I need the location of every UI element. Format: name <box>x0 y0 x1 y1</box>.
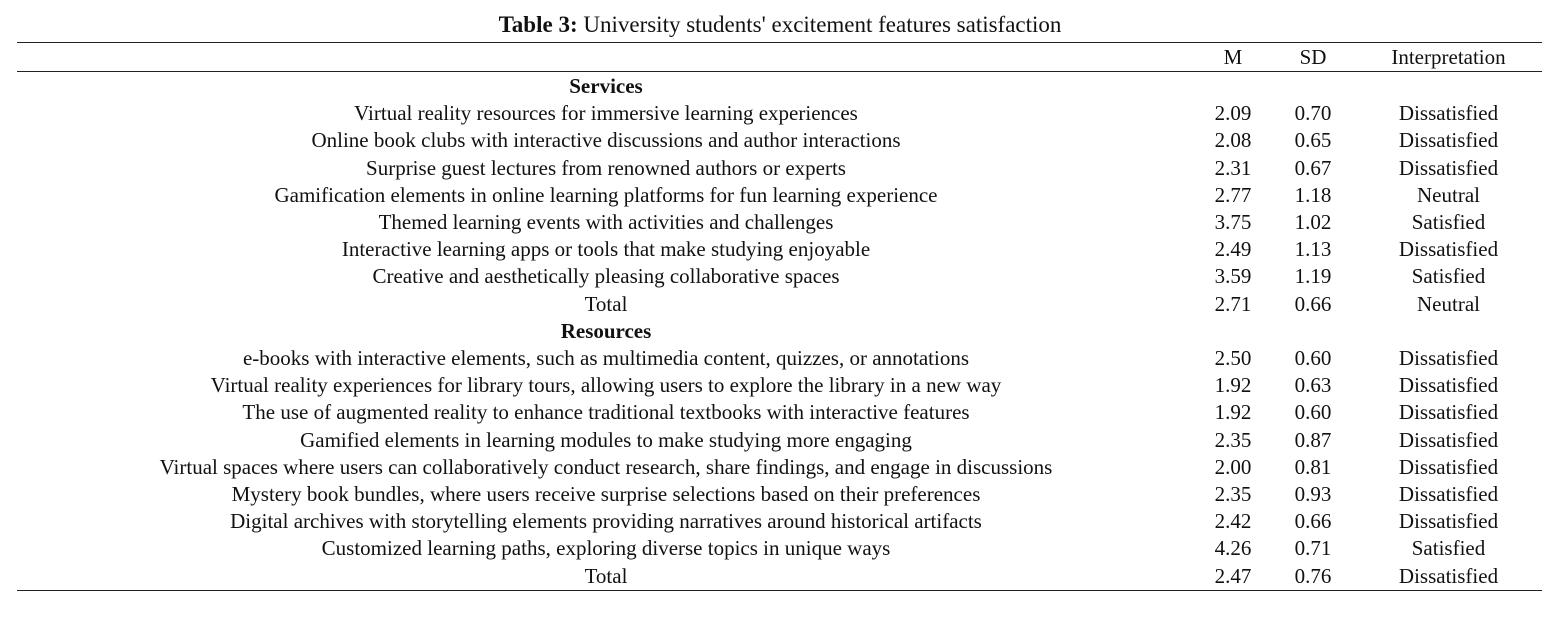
sd-cell: 0.63 <box>1294 373 1332 398</box>
item-cell: Customized learning paths, exploring diverse topics in unique ways <box>321 536 891 561</box>
interpretation-cell: Dissatisfied <box>1398 563 1499 588</box>
section-heading: Resources <box>560 318 652 343</box>
mean-cell: 2.31 <box>1214 155 1252 180</box>
section-heading-empty-cell <box>1195 73 1271 100</box>
interpretation-cell: Satisfied <box>1411 210 1486 235</box>
interpretation-cell: Dissatisfied <box>1398 373 1499 398</box>
mean-cell: 1.92 <box>1214 373 1252 398</box>
table-row <box>17 508 1542 535</box>
sd-cell: 0.65 <box>1294 128 1332 153</box>
table-row <box>17 182 1542 209</box>
interpretation-cell: Dissatisfied <box>1398 101 1499 126</box>
sd-cell: 0.81 <box>1294 454 1332 479</box>
mean-cell: 2.71 <box>1214 291 1252 316</box>
item-cell: The use of augmented reality to enhance traditional textbooks with interactive features <box>242 400 970 425</box>
sd-cell: 0.60 <box>1294 346 1332 371</box>
interpretation-cell: Dissatisfied <box>1398 482 1499 507</box>
item-cell: Interactive learning apps or tools that make studying enjoyable <box>341 237 871 262</box>
mean-cell: 4.26 <box>1214 536 1252 561</box>
interpretation-cell: Dissatisfied <box>1398 454 1499 479</box>
interpretation-cell: Dissatisfied <box>1398 509 1499 534</box>
interpretation-cell: Dissatisfied <box>1398 128 1499 153</box>
item-cell: e-books with interactive elements, such as multimedia content, quizzes, or annotations <box>242 346 970 371</box>
sd-cell: 0.66 <box>1294 509 1332 534</box>
table-row <box>17 345 1542 372</box>
item-cell: Virtual reality resources for immersive learning experiences <box>354 101 858 126</box>
table-row <box>17 399 1542 426</box>
item-cell: Creative and aesthetically pleasing collaborative spaces <box>372 264 840 289</box>
mean-cell: 2.35 <box>1214 427 1252 452</box>
table-row <box>17 372 1542 399</box>
mean-cell: 2.08 <box>1214 128 1252 153</box>
table-row <box>17 155 1542 182</box>
mean-cell: 2.77 <box>1214 182 1252 207</box>
header-interpretation: Interpretation <box>1391 45 1506 69</box>
sd-cell: 0.87 <box>1294 427 1332 452</box>
item-cell: Online book clubs with interactive discussions and author interactions <box>311 128 901 153</box>
section-heading-empty-cell <box>1271 318 1355 345</box>
item-cell: Virtual reality experiences for library tours, allowing users to explore the library in a new way <box>210 373 1002 398</box>
mean-cell: 2.47 <box>1214 563 1252 588</box>
interpretation-cell: Dissatisfied <box>1398 155 1499 180</box>
total-row <box>17 291 1542 318</box>
header-row <box>17 44 1542 71</box>
mean-cell: 1.92 <box>1214 400 1252 425</box>
interpretation-cell: Dissatisfied <box>1398 346 1499 371</box>
bottom-rule <box>17 590 1542 591</box>
interpretation-cell: Satisfied <box>1411 264 1486 289</box>
section-heading-row <box>17 318 1542 345</box>
total-row <box>17 563 1542 590</box>
interpretation-cell: Neutral <box>1417 182 1480 207</box>
mean-cell: 2.35 <box>1214 482 1252 507</box>
sd-cell: 1.13 <box>1294 237 1332 262</box>
mean-cell: 2.49 <box>1214 237 1252 262</box>
sd-cell: 0.70 <box>1294 101 1332 126</box>
table-row <box>17 236 1542 263</box>
top-rule <box>17 42 1542 43</box>
table-row <box>17 263 1542 290</box>
item-cell: Gamification elements in online learning platforms for fun learning experience <box>274 182 938 207</box>
section-heading-row <box>17 73 1542 100</box>
sd-cell: 0.76 <box>1294 563 1332 588</box>
header-item <box>17 44 1195 71</box>
header-sd: SD <box>1299 45 1327 69</box>
item-cell: Virtual spaces where users can collaboratively conduct research, share findings, and engage in discussions <box>159 454 1053 479</box>
interpretation-cell: Dissatisfied <box>1398 400 1499 425</box>
satisfaction-table <box>17 44 1542 590</box>
section-heading: Services <box>569 74 643 98</box>
item-cell: Digital archives with storytelling elements providing narratives around historical artifacts <box>230 509 982 534</box>
mean-cell: 2.09 <box>1214 101 1252 126</box>
table-row <box>17 454 1542 481</box>
mean-cell: 2.42 <box>1214 509 1252 534</box>
mean-cell: 3.59 <box>1214 264 1252 289</box>
item-cell: Themed learning events with activities and challenges <box>378 210 834 235</box>
table-row <box>17 209 1542 236</box>
section-heading-empty-cell <box>1271 73 1355 100</box>
sd-cell: 1.18 <box>1294 182 1332 207</box>
section-heading-empty-cell <box>1355 318 1542 345</box>
sd-cell: 1.02 <box>1294 210 1332 235</box>
interpretation-cell: Dissatisfied <box>1398 427 1499 452</box>
item-cell: Total <box>584 291 628 316</box>
sd-cell: 1.19 <box>1294 264 1332 289</box>
table-row <box>17 481 1542 508</box>
item-cell: Mystery book bundles, where users receive surprise selections based on their preferences <box>231 482 981 507</box>
interpretation-cell: Dissatisfied <box>1398 237 1499 262</box>
sd-cell: 0.67 <box>1294 155 1332 180</box>
table-caption <box>0 10 1553 40</box>
mean-cell: 2.50 <box>1214 346 1252 371</box>
sd-cell: 0.66 <box>1294 291 1332 316</box>
interpretation-cell: Neutral <box>1417 291 1480 316</box>
mean-cell: 3.75 <box>1214 210 1252 235</box>
table-caption-text: University students' excitement features satisfaction <box>583 12 1062 37</box>
mean-cell: 2.00 <box>1214 454 1252 479</box>
item-cell: Gamified elements in learning modules to make studying more engaging <box>300 427 912 452</box>
section-heading-empty-cell <box>1355 73 1542 100</box>
table-row <box>17 100 1542 127</box>
table-row <box>17 535 1542 562</box>
interpretation-cell: Satisfied <box>1411 536 1486 561</box>
header-m: M <box>1223 45 1243 69</box>
table-caption-label: Table 3: <box>498 12 578 37</box>
section-heading-empty-cell <box>1195 318 1271 345</box>
item-cell: Surprise guest lectures from renowned authors or experts <box>366 155 846 180</box>
sd-cell: 0.71 <box>1294 536 1332 561</box>
sd-cell: 0.93 <box>1294 482 1332 507</box>
sd-cell: 0.60 <box>1294 400 1332 425</box>
table-row <box>17 427 1542 454</box>
item-cell: Total <box>584 563 628 588</box>
table-row <box>17 127 1542 154</box>
table-body <box>17 44 1542 590</box>
